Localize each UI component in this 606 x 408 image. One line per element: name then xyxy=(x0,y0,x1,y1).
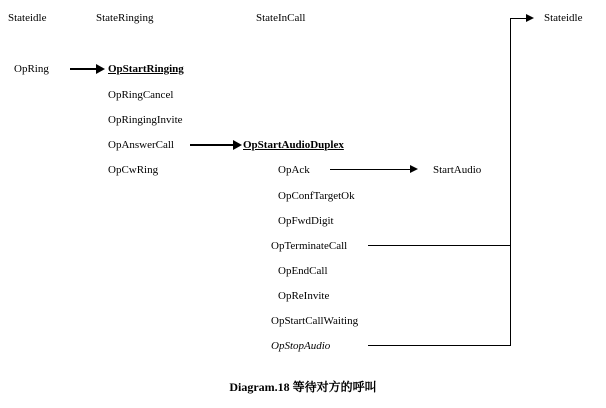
arrow-return-to-stateidle-head xyxy=(526,14,534,22)
column-header-stateidle-left: Stateidle xyxy=(8,12,47,24)
return-line-opterminatecall xyxy=(368,245,511,246)
incall-item-opconftargetok: OpConfTargetOk xyxy=(278,190,355,202)
diagram-caption: Diagram.18 等待对方的呼叫 xyxy=(229,380,377,394)
incall-item-opack: OpAck xyxy=(278,164,310,176)
return-rail-vertical xyxy=(510,18,511,345)
arrow-opanswercall-to-opstartaudioduplex-head xyxy=(233,140,242,150)
arrow-opring-to-opstartringing-head xyxy=(96,64,105,74)
ringing-item-opringinginvite: OpRingingInvite xyxy=(108,114,183,126)
incall-item-opterminatecall: OpTerminateCall xyxy=(271,240,348,252)
incall-item-opstartcallwaiting: OpStartCallWaiting xyxy=(271,315,359,327)
return-line-opstopaudio xyxy=(368,345,511,346)
column-header-stateincall: StateInCall xyxy=(256,12,306,24)
arrow-opring-to-opstartringing-line xyxy=(70,68,98,70)
ringing-item-opstartringing: OpStartRinging xyxy=(108,63,184,75)
column-header-stateringing: StateRinging xyxy=(96,12,154,24)
incall-item-opstopaudio: OpStopAudio xyxy=(271,340,331,352)
label-startaudio: StartAudio xyxy=(433,164,482,176)
ringing-item-opanswercall: OpAnswerCall xyxy=(108,139,174,151)
arrow-opack-to-startaudio-head xyxy=(410,165,418,173)
column-header-stateidle-right: Stateidle xyxy=(544,12,583,24)
incall-item-opstartaudioduplex: OpStartAudioDuplex xyxy=(243,139,344,151)
ringing-item-opcwring: OpCwRing xyxy=(108,164,159,176)
event-opring-label: OpRing xyxy=(14,63,49,75)
incall-item-opfwddigit: OpFwdDigit xyxy=(278,215,334,227)
ringing-item-opringcancel: OpRingCancel xyxy=(108,89,174,101)
arrow-opanswercall-to-opstartaudioduplex-line xyxy=(190,144,238,146)
incall-item-opendcall: OpEndCall xyxy=(278,265,328,277)
arrow-opack-to-startaudio-line xyxy=(330,169,415,170)
incall-item-opreinvite: OpReInvite xyxy=(278,290,330,302)
